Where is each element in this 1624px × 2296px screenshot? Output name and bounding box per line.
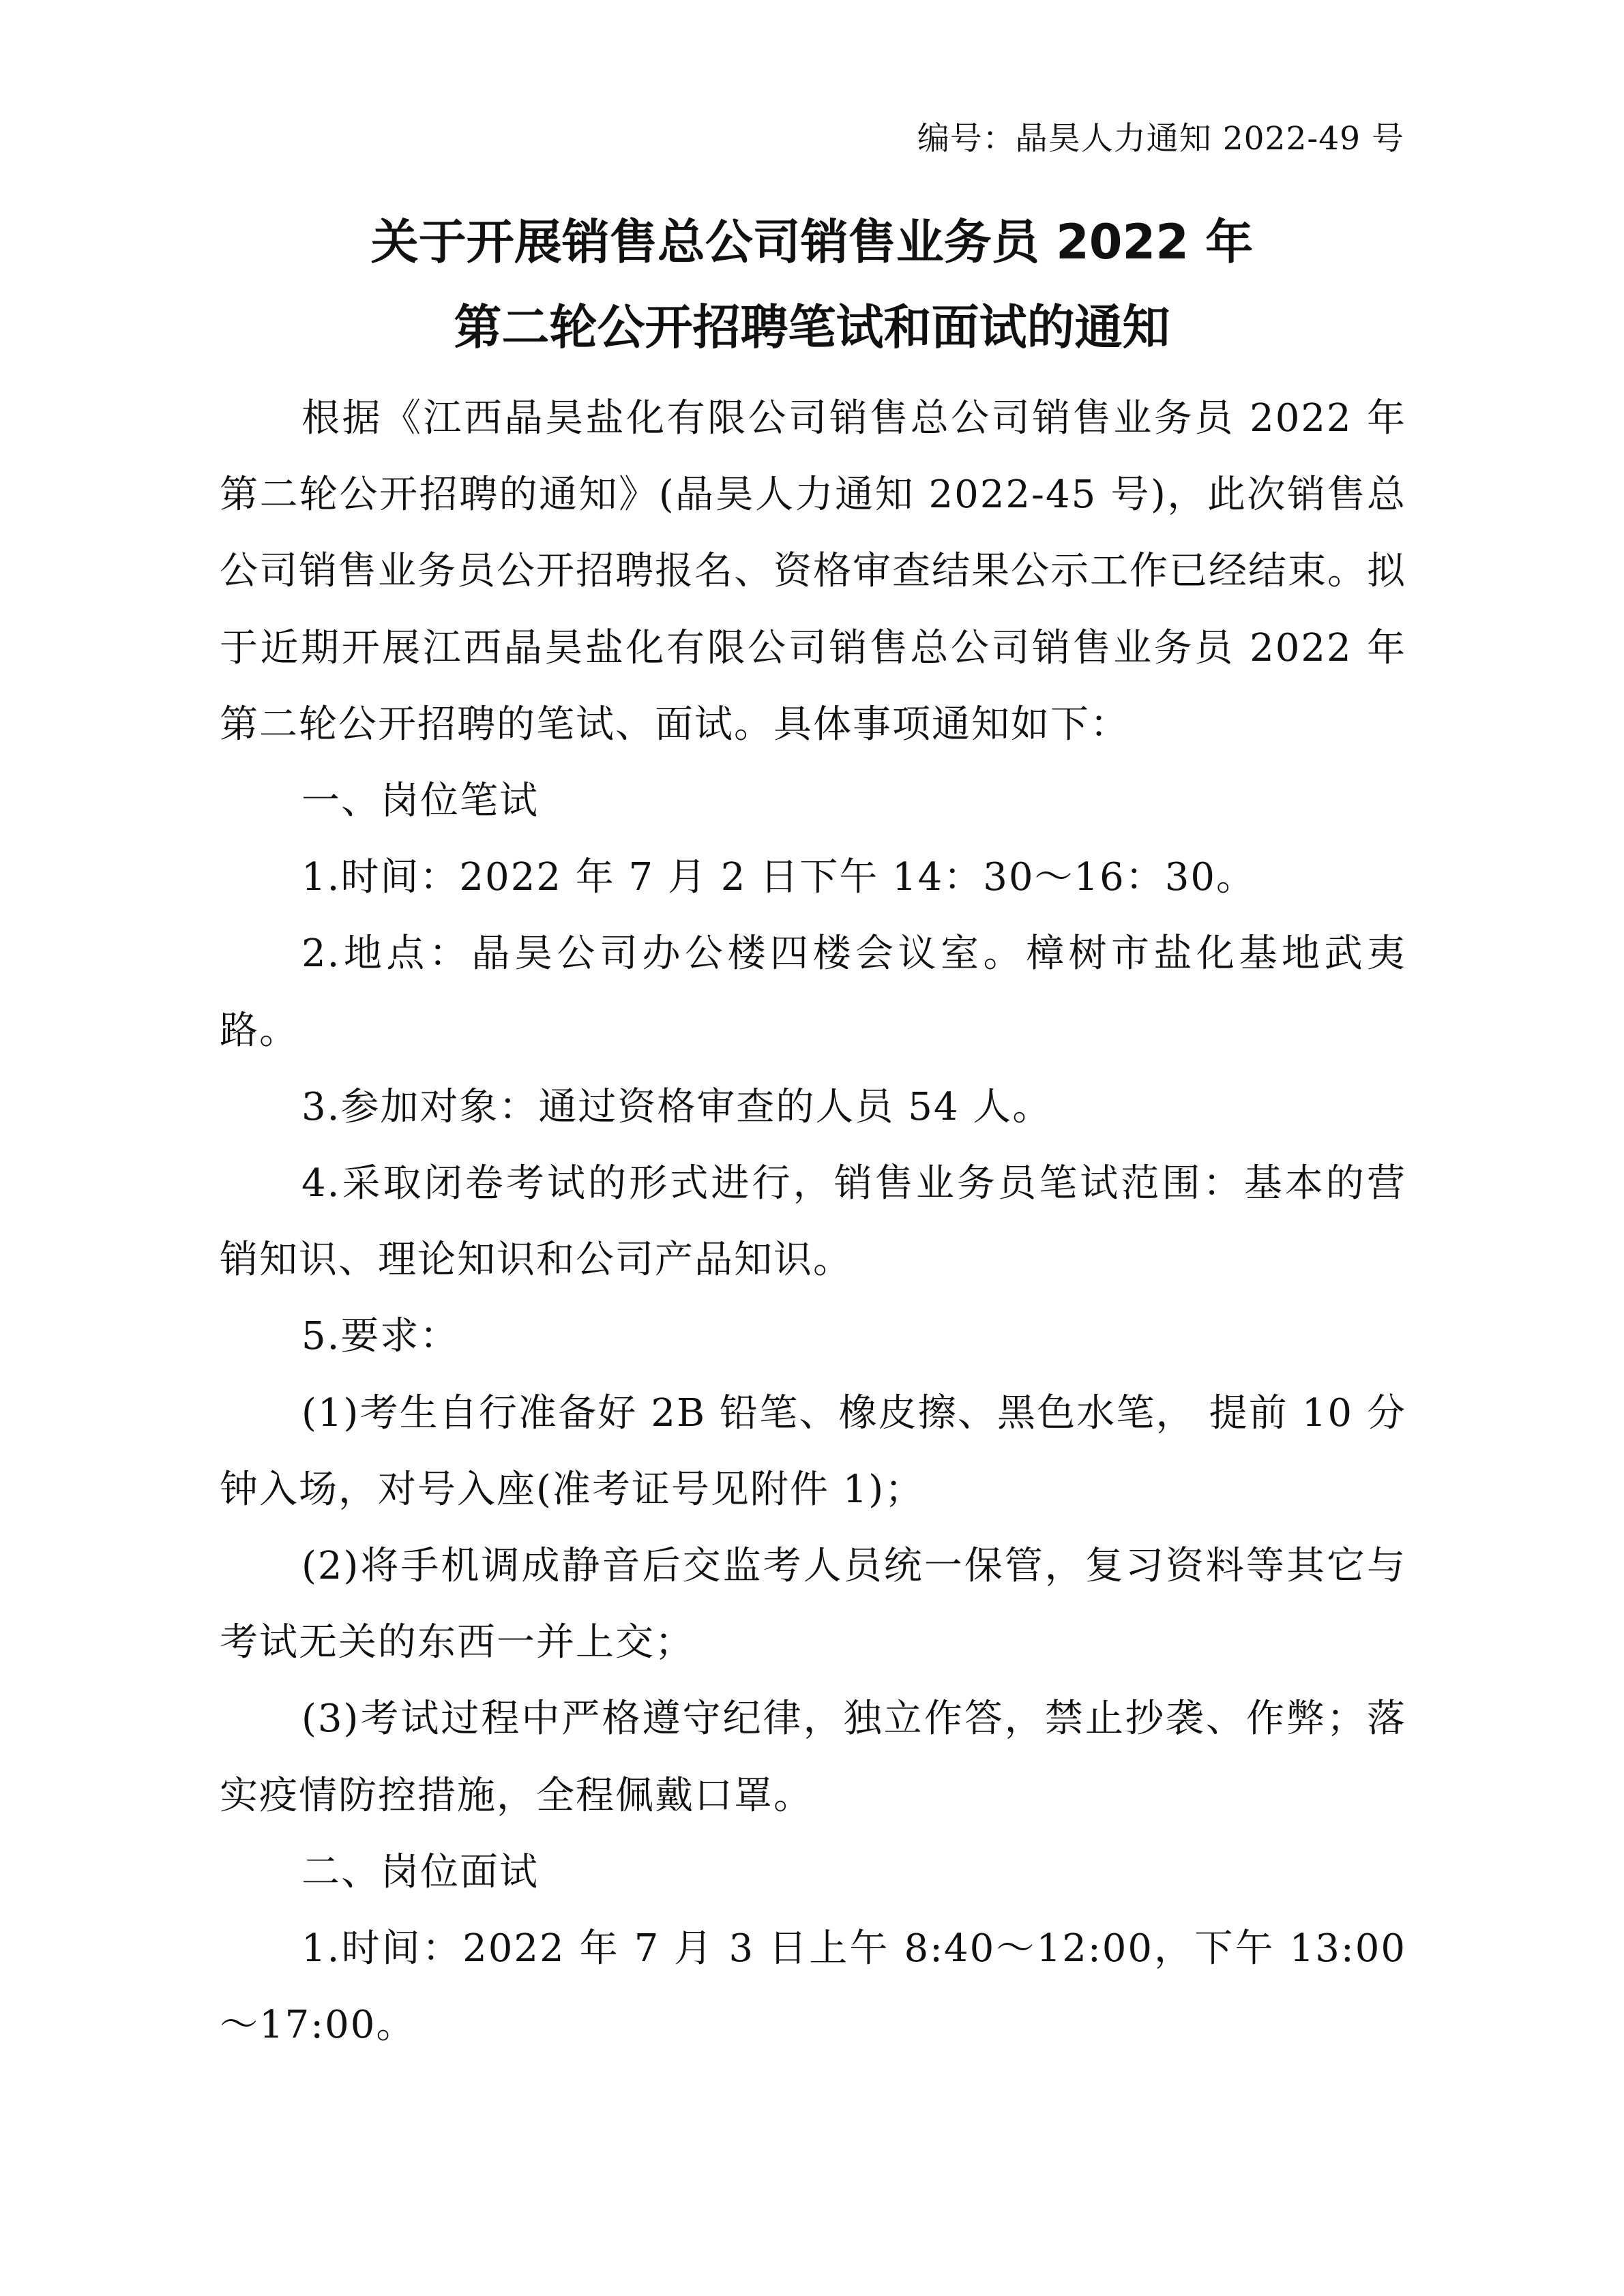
requirement-item-2: (2)将手机调成静音后交监考人员统一保管，复习资料等其它与考试无关的东西一并上交； xyxy=(220,1544,1406,1665)
intro-paragraph: 根据《江西晶昊盐化有限公司销售总公司销售业务员 2022 年第二轮公开招聘的通知》(晶昊人力通知 2022-45 号)，此次销售总公司销售业务员公开招聘报名、资格审查结果公示工作已经结束。拟于近期开展江西晶昊盐化有限公司销售总公司销售业务员 2022 年第二轮公开招聘的笔试、面试。具体事项通知如下： xyxy=(220,396,1406,747)
exam-location-item: 2.地点：晶昊公司办公楼四楼会议室。樟树市盐化基地武夷路。 xyxy=(220,931,1406,1053)
section-heading-written-exam: 一、岗位笔试 xyxy=(301,779,539,824)
document-number: 编号：晶昊人力通知 2022-49 号 xyxy=(917,120,1404,158)
document-body xyxy=(220,381,1406,2063)
requirement-item-3: (3)考试过程中严格遵守纪律，独立作答，禁止抄袭、作弊；落实疫情防控措施，全程佩戴口罩。 xyxy=(220,1697,1406,1818)
exam-participants-item: 3.参加对象：通过资格审查的人员 54 人。 xyxy=(301,1084,1052,1129)
exam-time-item: 1.时间：2022 年 7 月 2 日下午 14：30～16：30。 xyxy=(301,855,1256,900)
document-title-line-1: 关于开展销售总公司销售业务员 2022 年 xyxy=(370,214,1254,270)
requirement-item-1: (1)考生自行准备好 2B 铅笔、橡皮擦、黑色水笔， 提前 10 分钟入场，对号入座(准考证号见附件 1)； xyxy=(220,1390,1406,1512)
exam-format-item: 4.采取闭卷考试的形式进行，销售业务员笔试范围：基本的营销知识、理论知识和公司产品知识。 xyxy=(220,1161,1406,1283)
exam-requirements-heading: 5.要求： xyxy=(301,1314,460,1359)
section-heading-interview: 二、岗位面试 xyxy=(301,1849,539,1894)
document-title-line-2: 第二轮公开招聘笔试和面试的通知 xyxy=(454,299,1170,355)
interview-time-item: 1.时间：2022 年 7 月 3 日上午 8:40～12:00，下午 13:00～17:00。 xyxy=(220,1926,1406,2048)
